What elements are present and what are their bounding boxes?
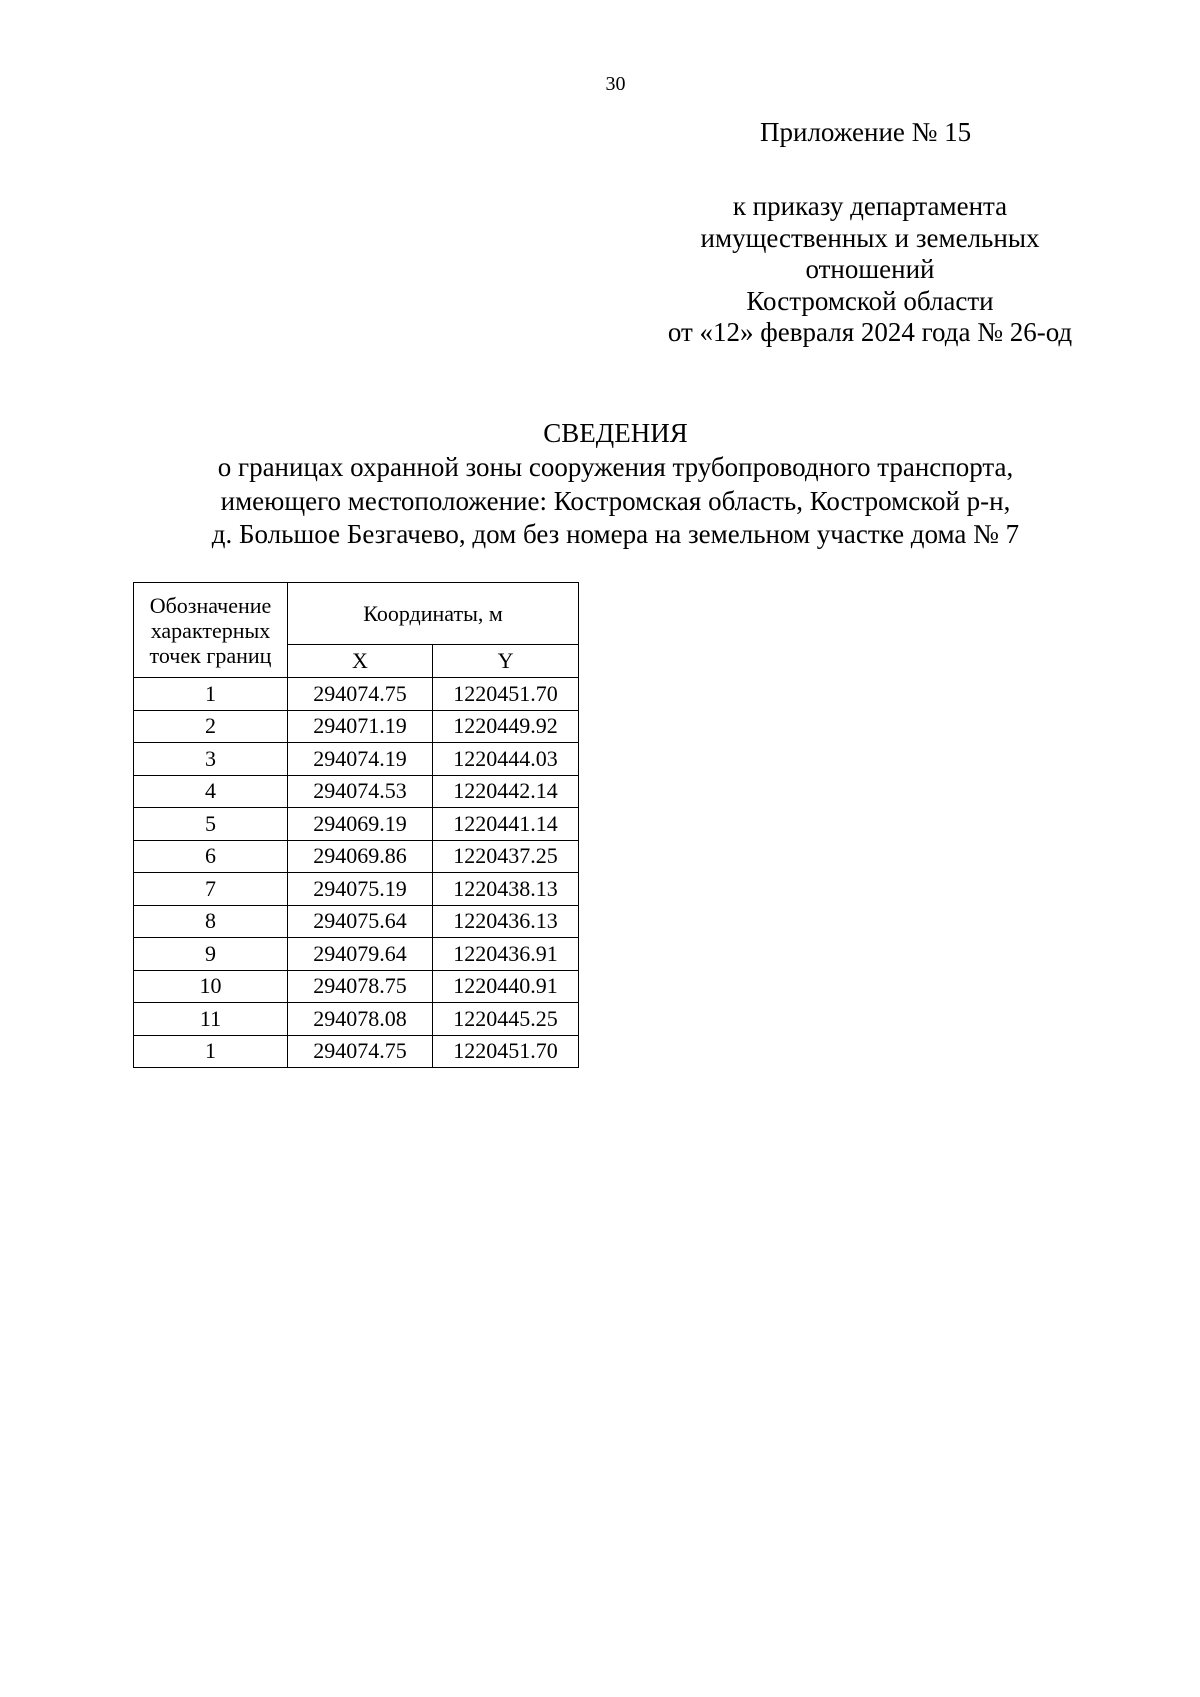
y-coordinate-cell: 1220436.91 — [433, 938, 579, 971]
y-coordinate-cell: 1220451.70 — [433, 678, 579, 711]
y-coordinate-cell: 1220438.13 — [433, 873, 579, 906]
x-coordinate-cell: 294069.19 — [288, 808, 433, 841]
y-coordinate-cell: 1220441.14 — [433, 808, 579, 841]
y-coordinate-cell: 1220444.03 — [433, 743, 579, 776]
page-number: 30 — [605, 73, 626, 95]
table-row — [134, 808, 579, 841]
point-number-cell: 11 — [134, 1003, 288, 1036]
table-row — [134, 743, 579, 776]
x-coordinate-cell: 294074.19 — [288, 743, 433, 776]
header-point-line: точек границ — [149, 642, 272, 668]
x-coordinate-cell: 294069.86 — [288, 840, 433, 873]
point-number-cell: 4 — [134, 775, 288, 808]
table-row — [134, 905, 579, 938]
x-coordinate-cell: 294075.19 — [288, 873, 433, 906]
y-coordinate-cell: 1220451.70 — [433, 1035, 579, 1068]
table-row — [134, 840, 579, 873]
header-point-line: характерных — [150, 617, 271, 643]
x-coordinate-cell: 294079.64 — [288, 938, 433, 971]
coordinates-table — [133, 582, 579, 1068]
y-coordinate-cell: 1220449.92 — [433, 710, 579, 743]
y-coordinate-cell: 1220445.25 — [433, 1003, 579, 1036]
y-coordinate-cell: 1220440.91 — [433, 970, 579, 1003]
x-coordinate-cell: 294071.19 — [288, 710, 433, 743]
order-line: от «12» февраля 2024 года № 26-од — [667, 317, 1073, 347]
y-coordinate-cell: 1220442.14 — [433, 775, 579, 808]
table-row — [134, 1035, 579, 1068]
y-coordinate-cell: 1220437.25 — [433, 840, 579, 873]
order-line: Костромской области — [746, 285, 994, 316]
x-coordinate-cell: 294074.75 — [288, 678, 433, 711]
appendix-title: Приложение № 15 — [760, 117, 972, 147]
subheading-line: д. Большое Безгачево, дом без номера на земельном участке дома № 7 — [211, 519, 1020, 549]
table-row — [134, 873, 579, 906]
table-row — [134, 970, 579, 1003]
point-number-cell: 10 — [134, 970, 288, 1003]
point-number-cell: 6 — [134, 840, 288, 873]
order-line: имущественных и земельных — [700, 222, 1040, 253]
x-coordinate-cell: 294078.08 — [288, 1003, 433, 1036]
header-point-line: Обозначение — [149, 592, 272, 618]
point-number-cell: 1 — [134, 678, 288, 711]
order-line: к приказу департамента — [732, 191, 1008, 221]
document-subheading — [0, 451, 1200, 552]
point-number-cell: 8 — [134, 905, 288, 938]
x-coordinate-cell: 294074.75 — [288, 1035, 433, 1068]
point-number-cell: 5 — [134, 808, 288, 841]
x-coordinate-cell: 294074.53 — [288, 775, 433, 808]
order-reference — [600, 191, 1140, 349]
point-number-cell: 3 — [134, 743, 288, 776]
header-coordinates: Координаты, м — [288, 583, 579, 645]
x-coordinate-cell: 294075.64 — [288, 905, 433, 938]
table-row — [134, 710, 579, 743]
document-heading: СВЕДЕНИЯ — [543, 418, 688, 448]
header-point-designation — [134, 583, 288, 678]
y-coordinate-cell: 1220436.13 — [433, 905, 579, 938]
point-number-cell: 1 — [134, 1035, 288, 1068]
point-number-cell: 2 — [134, 710, 288, 743]
order-line: отношений — [805, 254, 935, 284]
table-row — [134, 775, 579, 808]
subheading-line: о границах охранной зоны сооружения трубопроводного транспорта, — [217, 452, 1014, 482]
point-number-cell: 9 — [134, 938, 288, 971]
table-row — [134, 678, 579, 711]
header-y: Y — [433, 645, 579, 678]
x-coordinate-cell: 294078.75 — [288, 970, 433, 1003]
header-x: X — [288, 645, 433, 678]
point-number-cell: 7 — [134, 873, 288, 906]
table-row — [134, 938, 579, 971]
table-row — [134, 1003, 579, 1036]
subheading-line: имеющего местоположение: Костромская область, Костромской р-н, — [220, 485, 1011, 516]
